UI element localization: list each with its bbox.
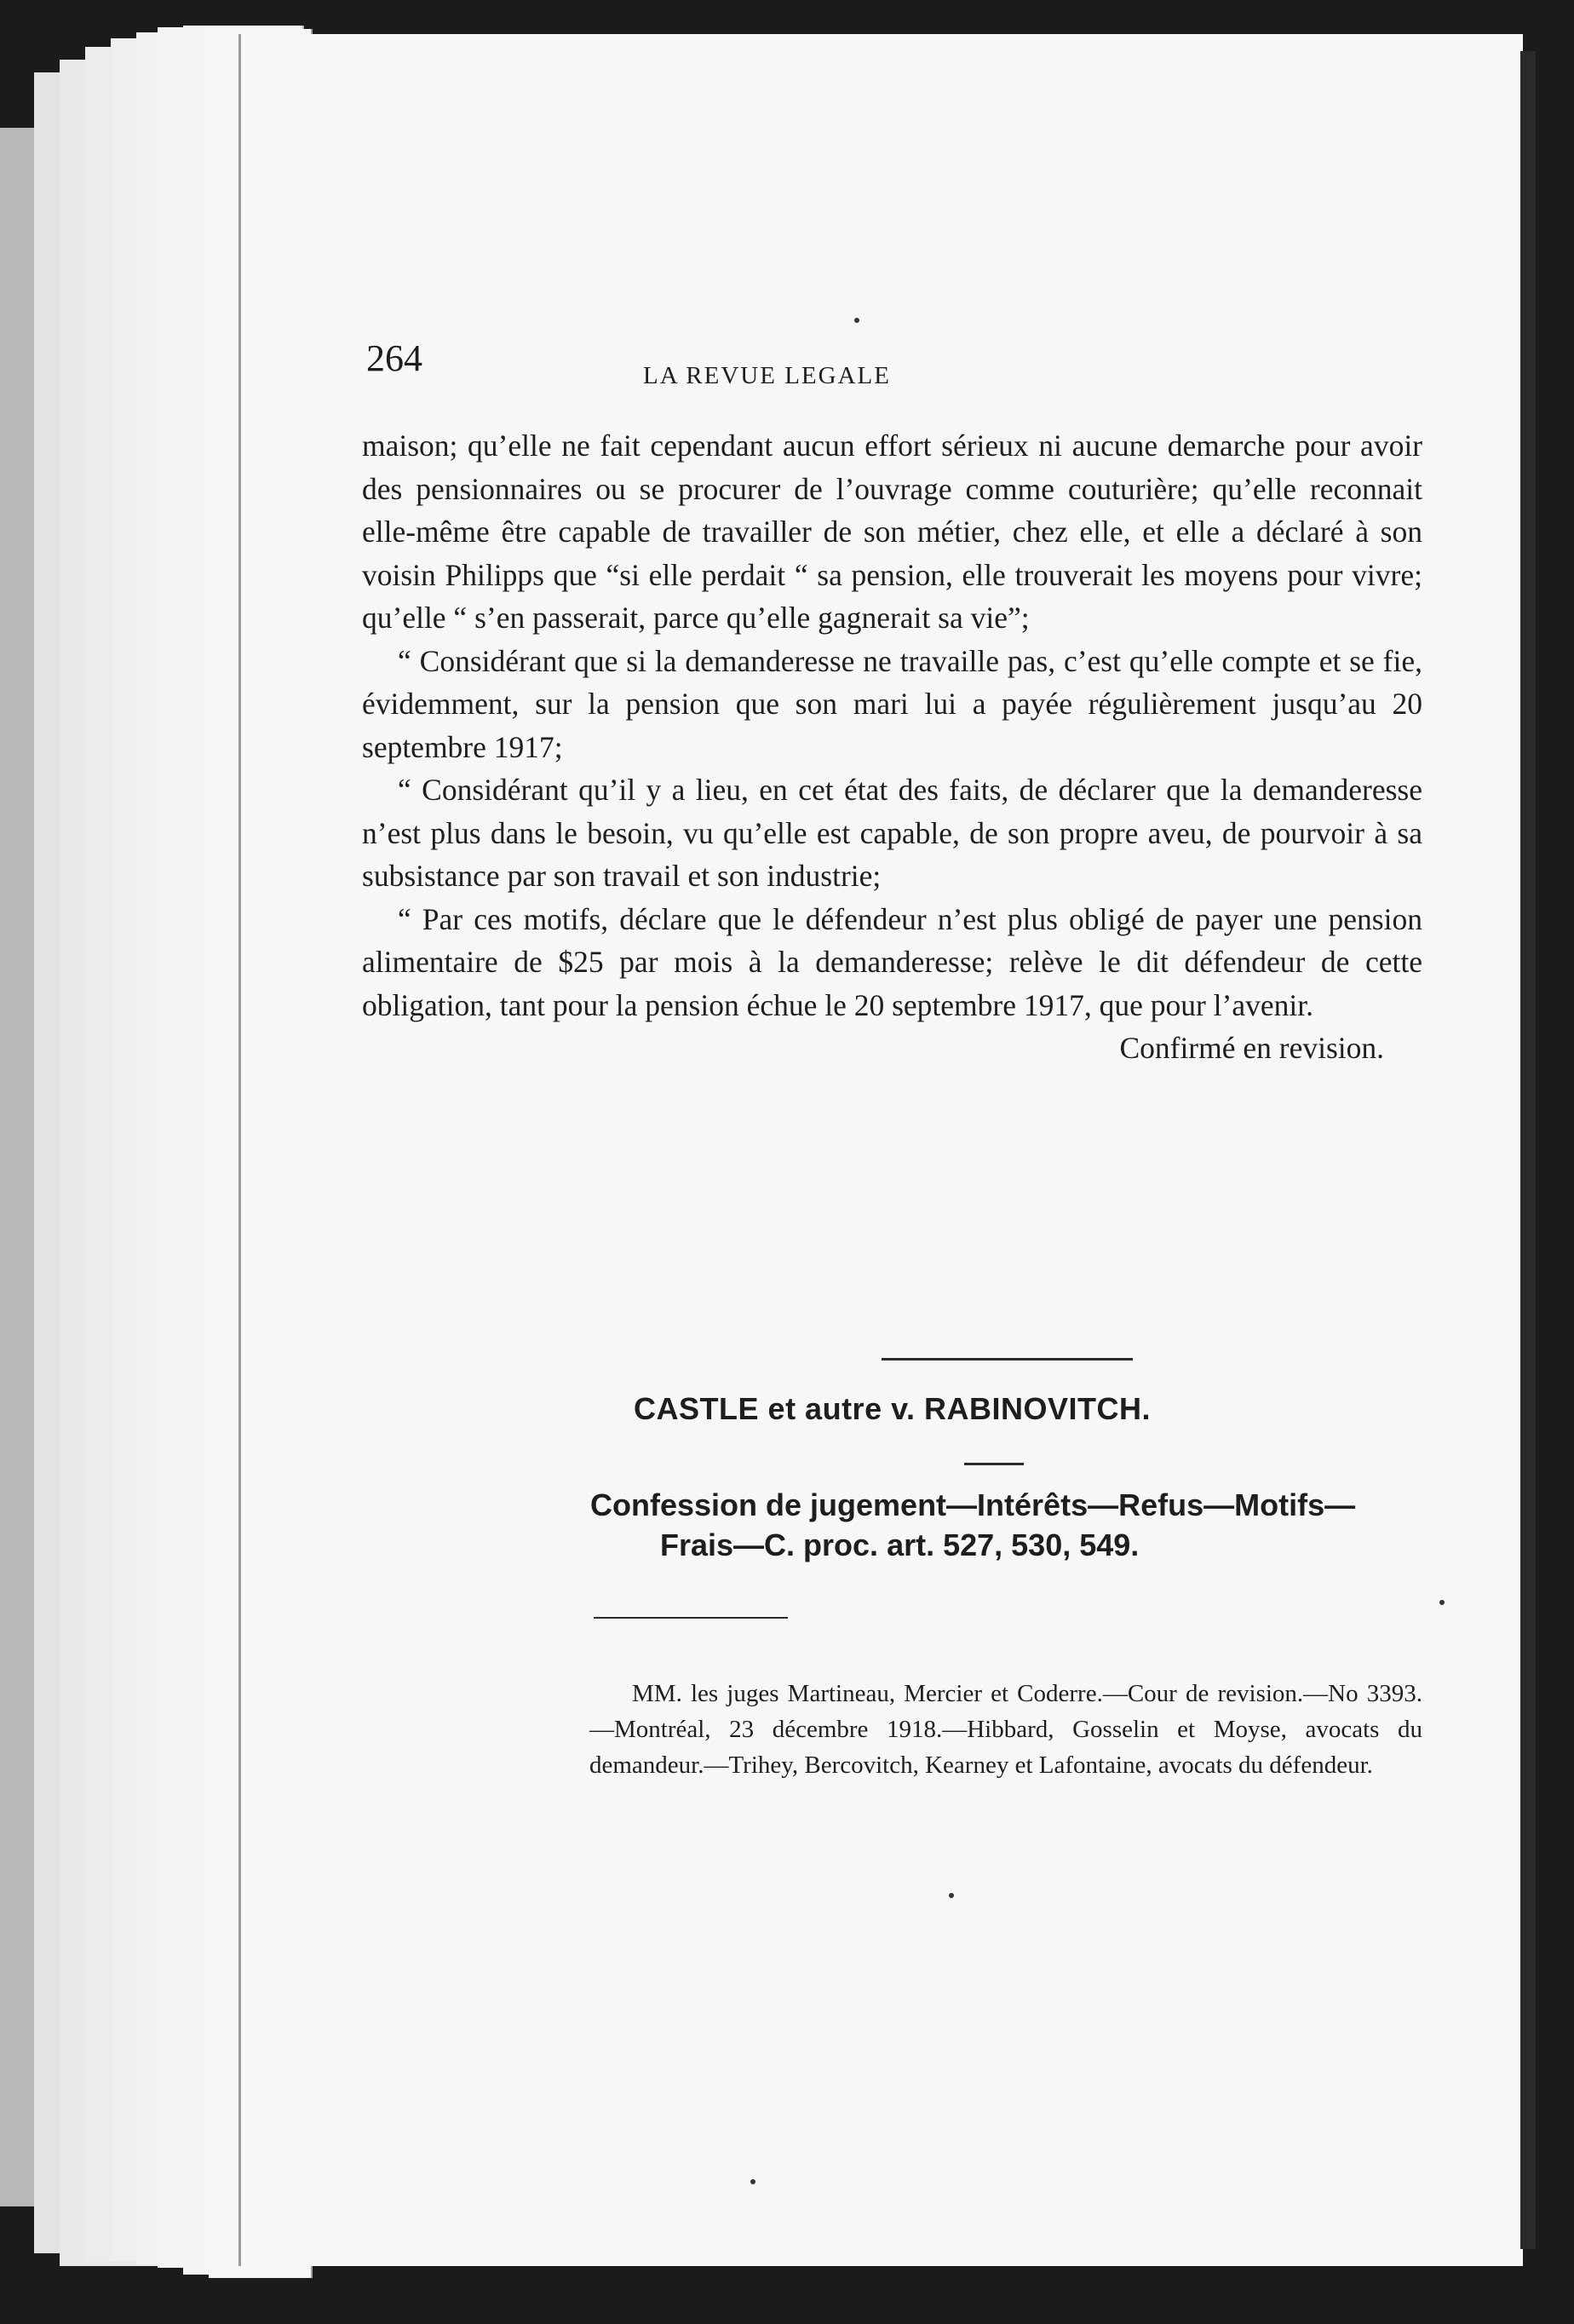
keywords-divider bbox=[594, 1617, 788, 1619]
paragraph: maison; qu’elle ne fait cependant aucun effort sérieux ni aucune demarche pour avoir des pensionnaires ou se procurer de l’ouvrage comme couturière; qu’elle reconnait elle-même être capable de travailler de son métier, chez elle, et elle a déclaré à son voisin Philipps que “si elle perdait “ sa pension, elle trouverait les moyens pour vivre; qu’elle “ s’en passerait, parce qu’elle gagnerait sa vie”; bbox=[362, 429, 1422, 635]
paragraph: “ Par ces motifs, déclare que le défendeur n’est plus obligé de payer une pension alimentaire de $25 par mois à la demanderesse; relève le dit défendeur de cette obligation, tant pour la pension échue le 20 septembre 1917, que pour l’avenir. bbox=[362, 901, 1422, 1022]
body-text bbox=[362, 424, 1422, 1070]
paper-speck bbox=[750, 2179, 755, 2184]
keywords-line: Frais—C. proc. art. 527, 530, 549. bbox=[660, 1527, 1140, 1562]
page-gutter-shadow bbox=[1520, 51, 1536, 2249]
paper-speck bbox=[854, 318, 859, 323]
paragraph: “ Considérant que si la demanderesse ne travaille pas, c’est qu’elle compte et se fie, évidemment, sur la pension que son mari lui a payée régulièrement jusqu’au 20 septembre 1917; bbox=[362, 643, 1422, 764]
paper-speck bbox=[1439, 1600, 1445, 1605]
paragraph: “ Considérant qu’il y a lieu, en cet état des faits, de déclarer que la demanderesse n’est plus dans le besoin, vu qu’elle est capable, de son propre aveu, de pourvoir à sa subsistance par son travail et son industrie; bbox=[362, 773, 1422, 893]
page-number: 264 bbox=[366, 337, 422, 379]
title-divider bbox=[964, 1463, 1024, 1465]
case-keywords bbox=[590, 1485, 1429, 1565]
running-title: LA REVUE LEGALE bbox=[643, 362, 891, 389]
court-info: MM. les juges Martineau, Mercier et Coderre.—Cour de revision.—No 3393.—Montréal, 23 décembre 1918.—Hibbard, Gosselin et Moyse, avocats du demandeur.—Trihey, Bercovitch, Kearney et Lafontaine, avocats du défendeur. bbox=[589, 1680, 1422, 1779]
case-title: CASTLE et autre v. RABINOVITCH. bbox=[634, 1391, 1151, 1426]
page-header bbox=[366, 337, 1431, 396]
closing-note: Confirmé en revision. bbox=[1119, 1031, 1384, 1065]
section-divider bbox=[882, 1358, 1133, 1360]
keywords-line: Confession de jugement—Intérêts—Refus—Motifs— bbox=[590, 1487, 1356, 1522]
paper-speck bbox=[949, 1893, 954, 1898]
